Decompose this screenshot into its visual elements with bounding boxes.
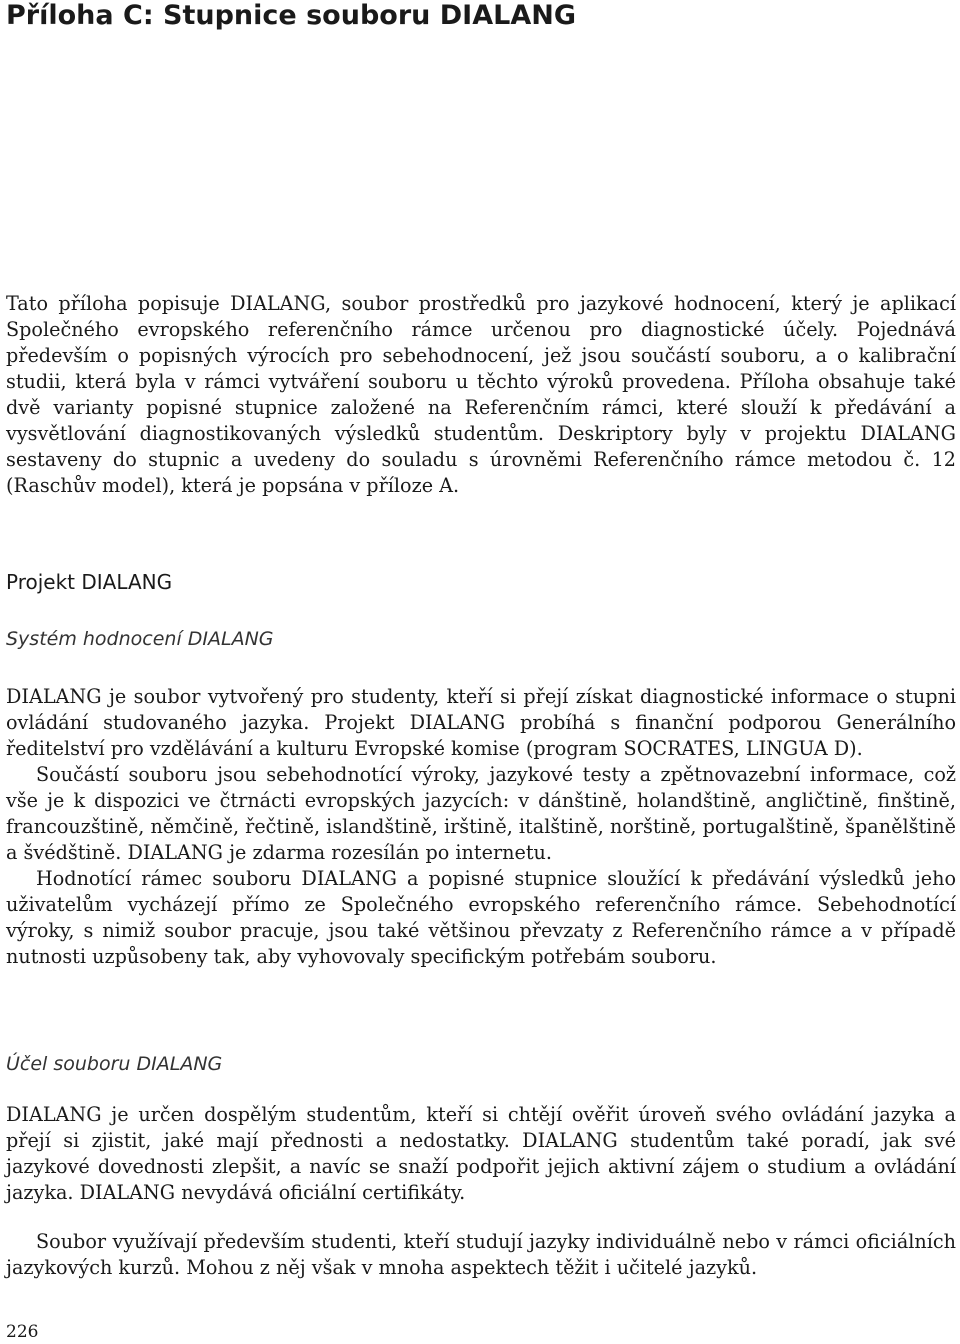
paragraph: DIALANG je určen dospělým studentům, kteří si chtějí ověřit úroveň svého ovládání jazyka a přejí si zjistit, jaké mají přednosti a nedostatky. DIALANG studentům také poradí, jak své jazykové dovednosti zlepšit, a navíc se snaží podpořit jejich aktivní zájem o studium a ovládání jazyka. DIALANG nevydává oficiální certifikáty.	[6, 1103, 956, 1204]
page-title: Příloha C: Stupnice souboru DIALANG	[6, 0, 576, 31]
subsection-purpose-body	[6, 1102, 956, 1206]
paragraph: Hodnotící rámec souboru DIALANG a popisné stupnice sloužící k předávání výsledků jeho uživatelům vycházejí přímo ze Společného evropského referenčního rámce. Sebehodnotící výroky, s nimiž soubor pracuje, jsou také většinou převzaty z Referenčního rámce a v případě nutnosti uzpůsobeny tak, aby vyhovovaly specifickým potřebám souboru.	[6, 867, 956, 968]
page-number: 226	[6, 1322, 39, 1342]
intro-paragraph: Tato příloha popisuje DIALANG, soubor prostředků pro jazykové hodnocení, který je aplikací Společného evropského referenčního rámce určenou pro diagnostické účely. Pojednává především o popisných výrocích pro sebehodnocení, jež jsou součástí souboru, a o kalibrační studii, která byla v rámci vytváření souboru u těchto výroků provedena. Příloha obsahuje také dvě varianty popisné stupnice založené na Referenčním rámci, které slouží k předávání a vysvětlování diagnostikovaných výsledků studentům. Deskriptory byly v projektu DIALANG sestaveny do stupnic a uvedeny do souladu s úrovněmi Referenčního rámce metodou č. 12 (Raschův model), která je popsána v příloze A.	[6, 292, 956, 497]
section-heading: Projekt DIALANG	[6, 570, 173, 594]
subsection-heading-purpose: Účel souboru DIALANG	[6, 1053, 223, 1075]
paragraph: Součástí souboru jsou sebehodnotící výroky, jazykové testy a zpětnovazební informace, což vše je k dispozici ve čtrnácti evropských jazycích: v dánštině, holandštině, angličtině, finštině, francouzštině, němčině, řečtině, islandštině, irštině, italštině, norštině, portugalštině, španělštině a švédštině. DIALANG je zdarma rozesílán po internetu.	[6, 763, 956, 864]
subsection-purpose-body-2	[6, 1229, 956, 1281]
paragraph: DIALANG je soubor vytvořený pro studenty, kteří si přejí získat diagnostické informace o stupni ovládání studovaného jazyka. Projekt DIALANG probíhá s finanční podporou Generálního ředitelství pro vzdělávání a kulturu Evropské komise (program SOCRATES, LINGUA D).	[6, 685, 956, 760]
subsection-system-body	[6, 684, 956, 970]
paragraph: Soubor využívají především studenti, kteří studují jazyky individuálně nebo v rámci oficiálních jazykových kurzů. Mohou z něj však v mnoha aspektech těžit i učitelé jazyků.	[6, 1230, 956, 1279]
subsection-heading-system: Systém hodnocení DIALANG	[6, 628, 274, 650]
intro-block	[6, 291, 956, 499]
